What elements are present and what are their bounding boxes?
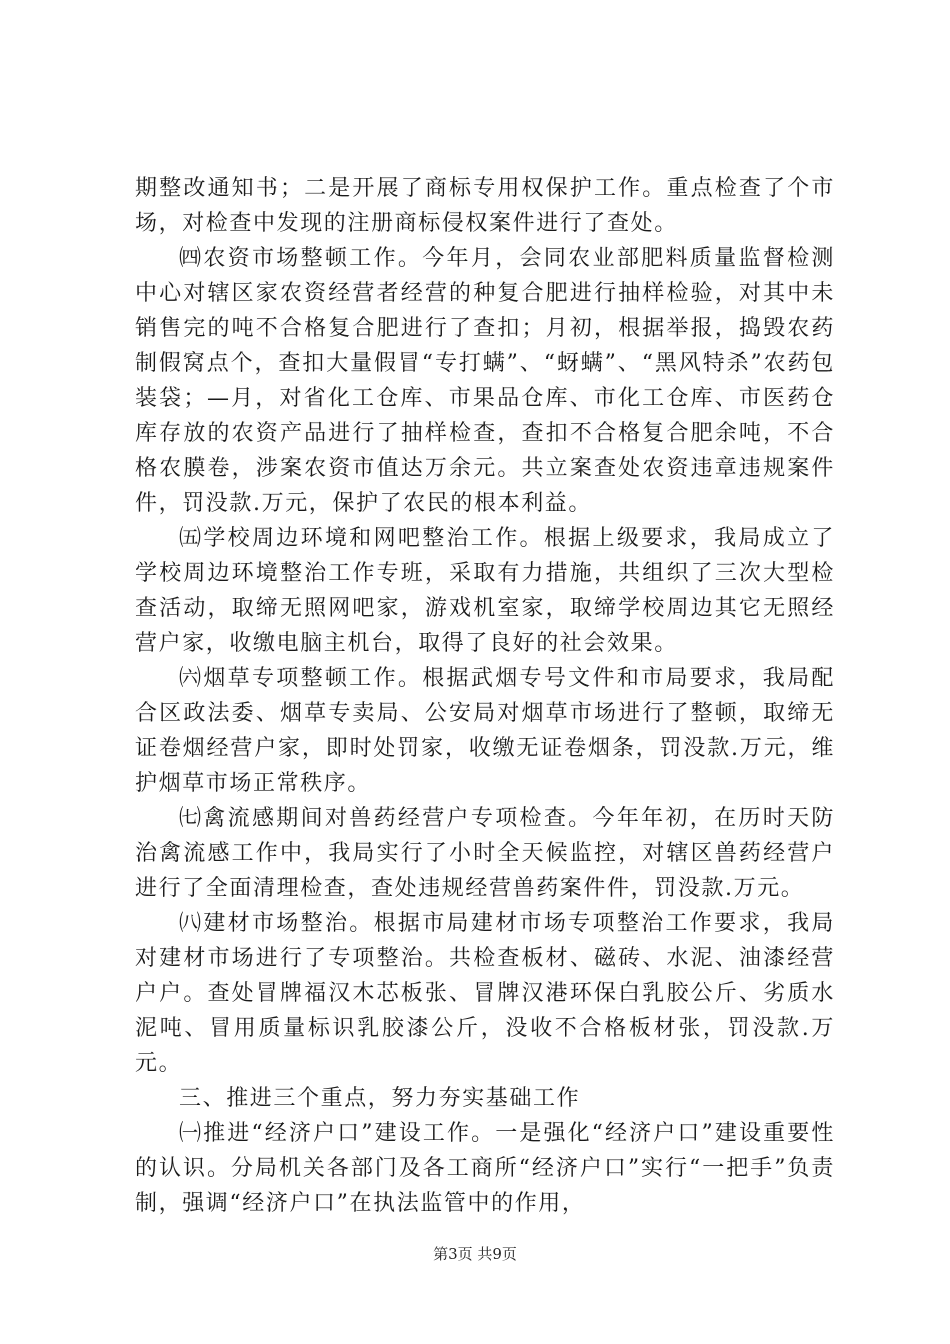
paragraph-7: ㈠推进“经济户口”建设工作。一是强化“经济户口”建设重要性的认识。分局机关各部门及各工商所“经济户口”实行“一把手”负责制，强调“经济户口”在执法监管中的作用， [135, 1121, 835, 1216]
paragraph-5: ㈦禽流感期间对兽药经营户专项检查。今年年初，在历时天防治禽流感工作中，我局实行了小时全天候监控，对辖区兽药经营户进行了全面清理检查，查处违规经营兽药案件件，罚没款.万元。 [135, 806, 835, 901]
body-text [135, 171, 835, 1221]
paragraph-3: ㈤学校周边环境和网吧整治工作。根据上级要求，我局成立了学校周边环境整治工作专班，采取有力措施，共组织了三次大型检查活动，取缔无照网吧家，游戏机室家，取缔学校周边其它无照经营户家，收缴电脑主机台，取得了良好的社会效果。 [135, 526, 835, 656]
paragraph-6: ㈧建材市场整治。根据市局建材市场专项整治工作要求，我局对建材市场进行了专项整治。共检查板材、磁砖、水泥、油漆经营户户。查处冒牌福汉木芯板张、冒牌汉港环保白乳胶公斤、劣质水泥吨、冒用质量标识乳胶漆公斤，没收不合格板材张，罚没款.万元。 [135, 911, 835, 1076]
paragraph-4: ㈥烟草专项整顿工作。根据武烟专号文件和市局要求，我局配合区政法委、烟草专卖局、公安局对烟草市场进行了整顿，取缔无证卷烟经营户家，即时处罚家，收缴无证卷烟条，罚没款.万元，维护烟草市场正常秩序。 [135, 666, 835, 796]
page-number-footer: 第3页 共9页 [433, 1245, 517, 1263]
paragraph-1: 期整改通知书；二是开展了商标专用权保护工作。重点检查了个市场，对检查中发现的注册商标侵权案件进行了查处。 [135, 176, 835, 236]
paragraph-2: ㈣农资市场整顿工作。今年月，会同农业部肥料质量监督检测中心对辖区家农资经营者经营的种复合肥进行抽样检验，对其中未销售完的吨不合格复合肥进行了查扣；月初，根据举报，捣毁农药制假窝点个，查扣大量假冒“专打螨”、“蚜螨”、“黑风特杀”农药包装袋；—月，对省化工仓库、市果品仓库、市化工仓库、市医药仓库存放的农资产品进行了抽样检查，查扣不合格复合肥余吨，不合格农膜卷，涉案农资市值达万余元。共立案查处农资违章违规案件件，罚没款.万元，保护了农民的根本利益。 [135, 246, 835, 516]
section-heading: 三、推进三个重点，努力夯实基础工作 [179, 1086, 581, 1111]
